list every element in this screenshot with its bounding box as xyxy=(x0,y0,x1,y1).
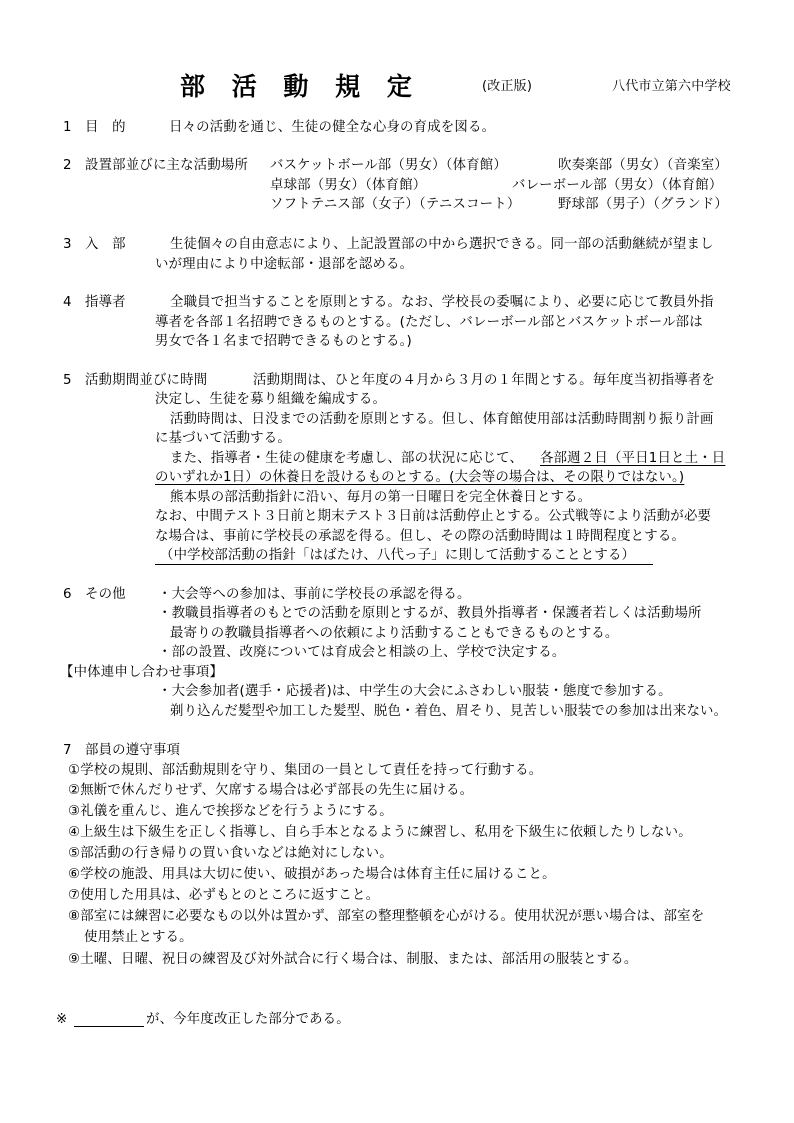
rule-item-continuation: 使用禁止とする。 xyxy=(84,930,193,945)
section-7-number: 7 xyxy=(63,743,72,758)
school-name: 八代市立第六中学校 xyxy=(612,79,731,94)
club-item: 卓球部（男女）（体育館） xyxy=(270,178,427,193)
rule-item: ⑨土曜、日曜、祝日の練習及び対外試合に行く場合は、制服、または、部活用の服装とする。 xyxy=(68,952,638,967)
section-4-heading: 指導者 xyxy=(85,295,126,310)
paragraph-line: 生徒個々の自由意志により、上記設置部の中から選択できる。同一部の活動継続が望まし xyxy=(170,237,714,252)
section-6-number: 6 xyxy=(63,587,72,602)
rule-item: ⑧部室には練習に必要なもの以外は置かず、部室の整理整頓を心がける。使用状況が悪い場合は、部室を xyxy=(68,909,705,924)
club-item: 吹奏楽部（男女）（音楽室） xyxy=(558,158,728,173)
section-3-number: 3 xyxy=(63,237,72,252)
club-item: ソフトテニス部（女子）（テニスコート） xyxy=(270,197,521,212)
footnote-underline-sample xyxy=(74,1026,144,1027)
paragraph-line: 最寄りの教職員指導者への依頼により活動することもできるものとする。 xyxy=(170,626,619,641)
rule-item: ③礼儀を重んじ、進んで挨拶などを行うようにする。 xyxy=(68,804,393,819)
paragraph-line: 活動時間は、日没までの活動を原則とする。但し、体育館使用部は活動時間割り振り計画 xyxy=(170,412,714,427)
paragraph-line: また、指導者・生徒の健康を考慮し、部の状況に応じて、 xyxy=(170,451,524,466)
section-5-heading: 活動期間並びに時間 xyxy=(85,373,208,388)
paragraph-line: な場合は、事前に学校長の承認を得る。但し、その際の活動時間は１時間程度とする。 xyxy=(155,529,686,544)
footnote-text: が、今年度改正した部分である。 xyxy=(146,1012,350,1027)
footnote-mark: ※ xyxy=(56,1012,68,1027)
section-5-number: 5 xyxy=(63,373,72,388)
club-item: バスケットボール部（男女）（体育館） xyxy=(270,158,507,173)
rule-item: ⑥学校の施設、用具は大切に使い、破損があった場合は体育主任に届けること。 xyxy=(68,867,556,882)
revision-underline xyxy=(155,564,653,565)
revised-text: 各部週２日（平日1日と土・日 xyxy=(540,451,726,466)
club-item: バレーボール部（男女）（体育館） xyxy=(512,178,723,193)
paragraph-line: ・大会等への参加は、事前に学校長の承認を得る。 xyxy=(158,587,471,602)
paragraph-line: 熊本県の部活動指針に沿い、毎月の第一日曜日を完全休養日とする。 xyxy=(170,490,592,505)
section-1-number: 1 xyxy=(63,120,72,135)
section-3-heading: 入 部 xyxy=(85,237,126,252)
paragraph-line: 全職員で担当することを原則とする。なお、学校長の委嘱により、必要に応じて教員外指 xyxy=(170,295,714,310)
paragraph-line: ・部の設置、改廃については育成会と相談の上、学校で決定する。 xyxy=(158,645,566,660)
rule-item: ④上級生は下級生を正しく指導し、自ら手本となるように練習し、私用を下級生に依頼したりしない。 xyxy=(68,825,692,840)
section-6-heading: その他 xyxy=(85,587,126,602)
paragraph-line: 剃り込んだ髪型や加工した髪型、脱色・着色、眉そり、見苦しい服装での参加は出来ない。 xyxy=(170,704,728,719)
revision-label: (改正版) xyxy=(482,79,533,94)
rule-item: ①学校の規則、部活動規則を守り、集団の一員として責任を持って行動する。 xyxy=(68,763,543,778)
paragraph-line: に基づいて活動する。 xyxy=(155,431,291,446)
document-title: 部 活 動 規 定 xyxy=(180,72,421,101)
section-7-heading: 部員の遵守事項 xyxy=(85,743,181,758)
paragraph-line: なお、中間テスト３日前と期末テスト３日前は活動停止とする。公式戦等により活動が必要 xyxy=(155,509,712,524)
section-1-heading: 目 的 xyxy=(85,120,126,135)
revised-text: のいずれか1日）の休養日を設けるものとする。(大会等の場合は、その限りではない。) xyxy=(155,470,685,485)
paragraph-line: ・大会参加者(選手・応援者)は、中学生の大会にふさわしい服装・態度で参加する。 xyxy=(158,684,672,699)
section-2-number: 2 xyxy=(63,158,72,173)
club-item: 野球部（男子）（グランド） xyxy=(558,197,728,212)
paragraph-line: 決定し、生徒を募り組織を編成する。 xyxy=(155,392,387,407)
rule-item: ⑤部活動の行き帰りの買い食いなどは絶対にしない。 xyxy=(68,846,393,861)
section-2-heading: 設置部並びに主な活動場所 xyxy=(85,158,249,173)
paragraph-line: 導者を各部１名招聘できるものとする。(ただし、バレーボール部とバスケットボール部は xyxy=(155,315,703,330)
section-1-text: 日々の活動を通じ、生徒の健全な心身の育成を図る。 xyxy=(169,120,496,135)
rule-item: ⑦使用した用具は、必ずもとのところに返すこと。 xyxy=(68,888,380,903)
paragraph-line: 男女で各１名まで招聘できるものとする。) xyxy=(155,334,412,349)
chutai-heading: 【中体連申し合わせ事項】 xyxy=(60,665,224,680)
paragraph-line: ・教職員指導者のもとでの活動を原則とするが、教員外指導者・保護者若しくは活動場所 xyxy=(158,606,702,621)
section-4-number: 4 xyxy=(63,295,72,310)
rule-item: ②無断で休んだりせず、欠席する場合は必ず部長の先生に届ける。 xyxy=(68,783,474,798)
paragraph-line: 活動期間は、ひと年度の４月から３月の１年間とする。毎年度当初指導者を xyxy=(253,373,716,388)
paragraph-line: いが理由により中途転部・退部を認める。 xyxy=(155,257,414,272)
revised-text: （中学校部活動の指針「はばたけ、八代っ子」に則して活動することとする） xyxy=(160,548,636,563)
